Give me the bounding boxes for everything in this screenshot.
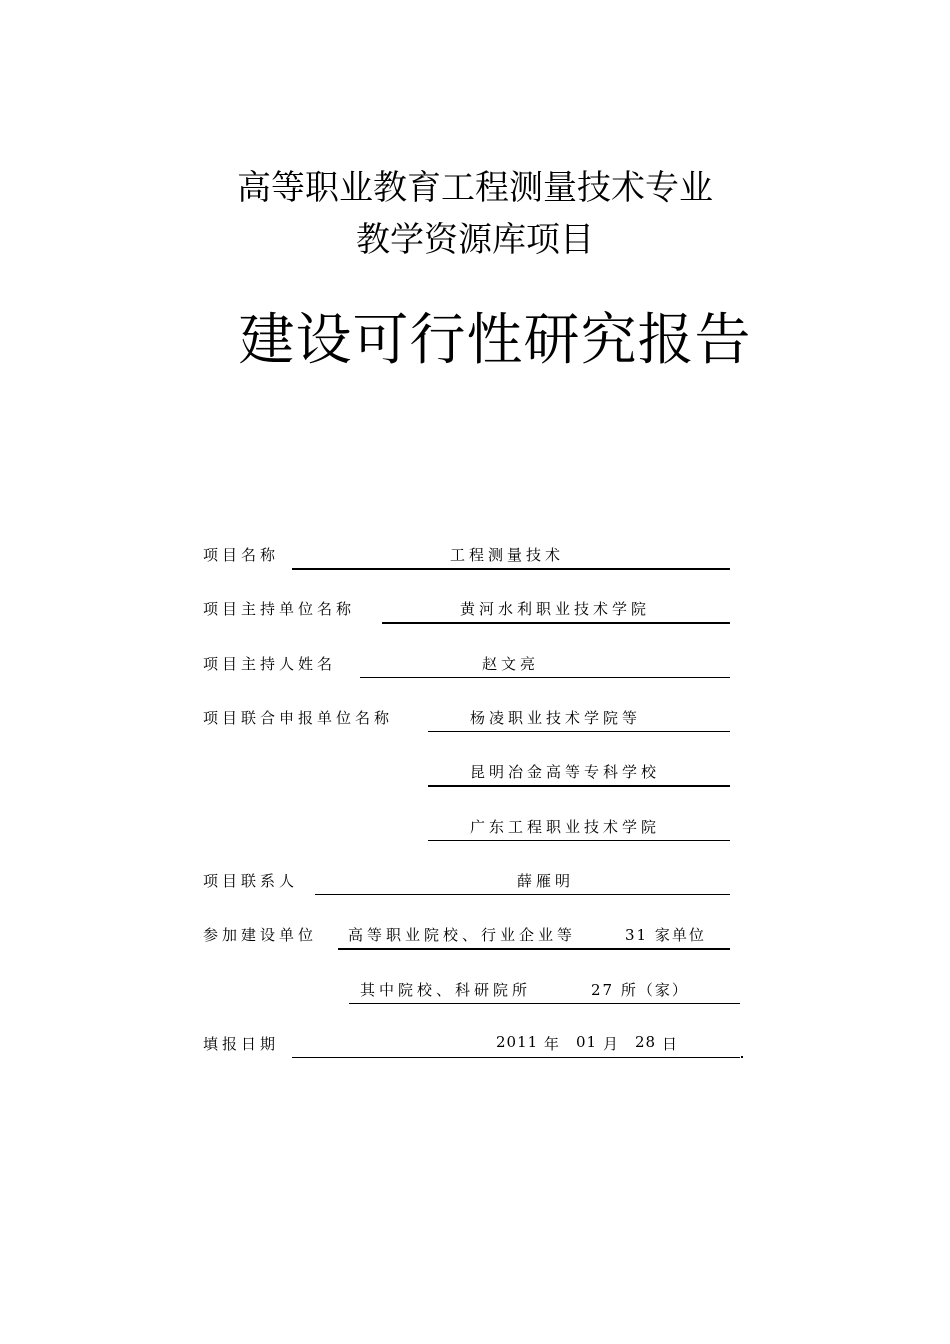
report-title: 建设可行性研究报告 (238, 308, 752, 373)
underline (315, 894, 730, 895)
underline (382, 622, 730, 624)
title-line-1: 高等职业教育工程测量技术专业 (237, 168, 713, 208)
field-value-joint-unit-2: 昆明冶金高等专科学校 (470, 763, 661, 781)
field-label-host-unit: 项目主持单位名称 (203, 600, 356, 618)
line-end-mark (741, 1056, 743, 1058)
field-label-participants: 参加建设单位 (203, 926, 318, 944)
date-month-unit: 月 (603, 1035, 623, 1053)
field-value-host-person: 赵文亮 (482, 655, 540, 673)
field-value-host-unit: 黄河水利职业技术学院 (460, 600, 651, 618)
field-value-participant-count: 31 家单位 (625, 926, 706, 944)
date-year-unit: 年 (544, 1035, 564, 1053)
date-month: 01 (576, 1033, 598, 1051)
date-day: 28 (635, 1033, 657, 1051)
field-value-project-name: 工程测量技术 (450, 546, 565, 564)
field-value-contact: 薛雁明 (517, 872, 575, 890)
field-value-participants: 高等职业院校、行业企业等 (348, 926, 577, 944)
underline (338, 948, 730, 950)
title-line-2: 教学资源库项目 (356, 220, 594, 260)
field-label-project-name: 项目名称 (203, 546, 280, 564)
underline (360, 677, 730, 678)
underline (428, 840, 730, 841)
field-label-host-person: 项目主持人姓名 (203, 655, 337, 673)
field-label-joint-units: 项目联合申报单位名称 (203, 709, 394, 727)
date-day-unit: 日 (662, 1035, 682, 1053)
field-label-contact: 项目联系人 (203, 872, 299, 890)
date-year: 2011 (496, 1033, 539, 1051)
field-value-institutions: 其中院校、科研院所 (360, 981, 532, 999)
underline (428, 785, 730, 787)
field-label-date: 填报日期 (203, 1035, 280, 1053)
underline (292, 568, 730, 570)
field-value-joint-unit-1: 杨凌职业技术学院等 (470, 709, 642, 727)
underline (292, 1057, 740, 1058)
underline (349, 1003, 740, 1004)
field-value-institution-count: 27 所（家） (591, 981, 689, 999)
underline (428, 731, 730, 732)
field-value-joint-unit-3: 广东工程职业技术学院 (470, 818, 661, 836)
